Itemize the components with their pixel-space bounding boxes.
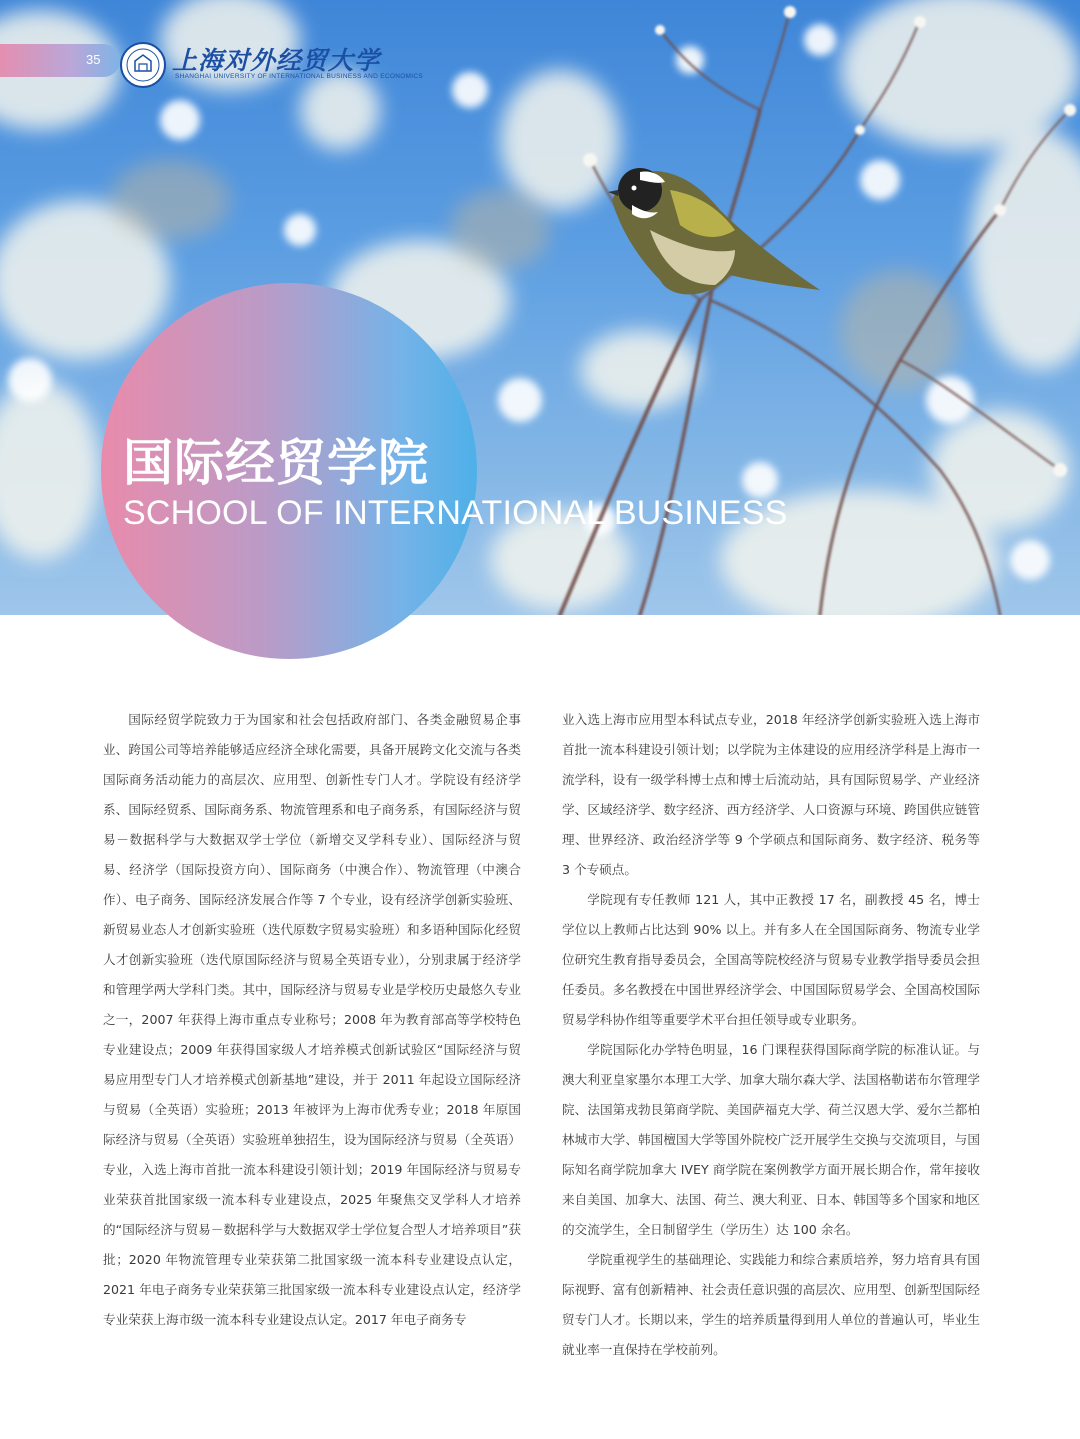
paragraph-intro-continued: 业入选上海市应用型本科试点专业，2018 年经济学创新实验班入选上海市首批一流本科建设引领计划；以学院为主体建设的应用经济学科是上海市一流学科，设有一级学科博士点和博士后流动站，具有国际贸易学、产业经济学、区域经济学、数字经济、西方经济学、人口资源与环境、跨国供应链管理、世界经济、政治经济学等 9 个学硕点和国际商务、数字经济、税务等 3 个专硕点。 xyxy=(562,712,980,877)
page-number: 35 xyxy=(86,52,101,67)
university-seal-icon xyxy=(119,41,167,89)
paragraph-intro: 国际经贸学院致力于为国家和社会包括政府部门、各类金融贸易企事业、跨国公司等培养能够适应经济全球化需要，具备开展跨文化交流与各类国际商务活动能力的高层次、应用型、创新性专门人才。学院设有经济学系、国际经贸系、国际商务系、物流管理系和电子商务系，有国际经济与贸易－数据科学与大数据双学士学位（新增交叉学科专业）、国际经济与贸易、经济学（国际投资方向）、国际商务（中澳合作）、物流管理（中澳合作）、电子商务、国际经济发展合作等 7 个专业，设有经济学创新实验班、新贸易业态人才创新实验班（迭代原数字贸易实验班）和多语种国际化经贸人才创新实验班（迭代原国际经济与贸易全英语专业），分别隶属于经济学和管理学两大学科门类。其中，国际经济与贸易专业是学校历史最悠久专业之一，2007 年获得上海市重点专业称号；2008 年为教育部高等学校特色专业建设点；2009 年获得国家级人才培养模式创新试验区“国际经济与贸易应用型专门人才培养模式创新基地”建设，并于 2011 年起设立国际经济与贸易（全英语）实验班；2013 年被评为上海市优秀专业；2018 年原国际经济与贸易（全英语）实验班单独招生，设为国际经济与贸易（全英语）专业，入选上海市首批一流本科建设引领计划；2019 年国际经济与贸易专业荣获首批国家级一流本科专业建设点，2025 年聚焦交叉学科人才培养的“国际经济与贸易－数据科学与大数据双学士学位复合型人才培养项目”获批；2020 年物流管理专业荣获第二批国家级一流本科专业建设点认定，2021 年电子商务专业荣获第三批国家级一流本科专业建设点认定，经济学专业荣获上海市级一流本科专业建设点认定。2017 年电子商务专 xyxy=(103,712,521,1327)
school-title-cn: 国际经贸学院 xyxy=(123,434,429,492)
body-column-right xyxy=(562,705,980,1365)
paragraph-students: 学院重视学生的基础理论、实践能力和综合素质培养，努力培育具有国际视野、富有创新精神、社会责任意识强的高层次、应用型、创新型国际经贸专门人才。长期以来，学生的培养质量得到用人单位的普遍认可，毕业生就业率一直保持在学校前列。 xyxy=(562,1252,980,1357)
university-name: 上海对外经贸大学 xyxy=(172,46,381,75)
school-title-en: SCHOOL OF INTERNATIONAL BUSINESS xyxy=(123,494,788,532)
page-tab xyxy=(0,44,120,77)
university-name-en: SHANGHAI UNIVERSITY OF INTERNATIONAL BUSINESS AND ECONOMICS xyxy=(175,73,424,80)
body-column-left xyxy=(103,705,521,1335)
bird xyxy=(608,168,820,294)
paragraph-international: 学院国际化办学特色明显，16 门课程获得国际商学院的标准认证。与澳大利亚皇家墨尔本理工大学、加拿大瑞尔森大学、法国格勒诺布尔管理学院、法国第戎勃艮第商学院、美国萨福克大学、荷兰汉恩大学、爱尔兰都柏林城市大学、韩国檀国大学等国外院校广泛开展学生交换与交流项目，与国际知名商学院加拿大 IVEY 商学院在案例教学方面开展长期合作，常年接收来自美国、加拿大、法国、荷兰、澳大利亚、日本、韩国等多个国家和地区的交流学生，全日制留学生（学历生）达 100 余名。 xyxy=(562,1042,980,1237)
paragraph-faculty: 学院现有专任教师 121 人，其中正教授 17 名，副教授 45 名，博士学位以上教师占比达到 90% 以上。并有多人在全国国际商务、物流专业学位研究生教育指导委员会，全国高等院校经济与贸易专业教学指导委员会担任委员。多名教授在中国世界经济学会、中国国际贸易学会、全国高校国际贸易学科协作组等重要学术平台担任领导或专业职务。 xyxy=(562,892,980,1027)
